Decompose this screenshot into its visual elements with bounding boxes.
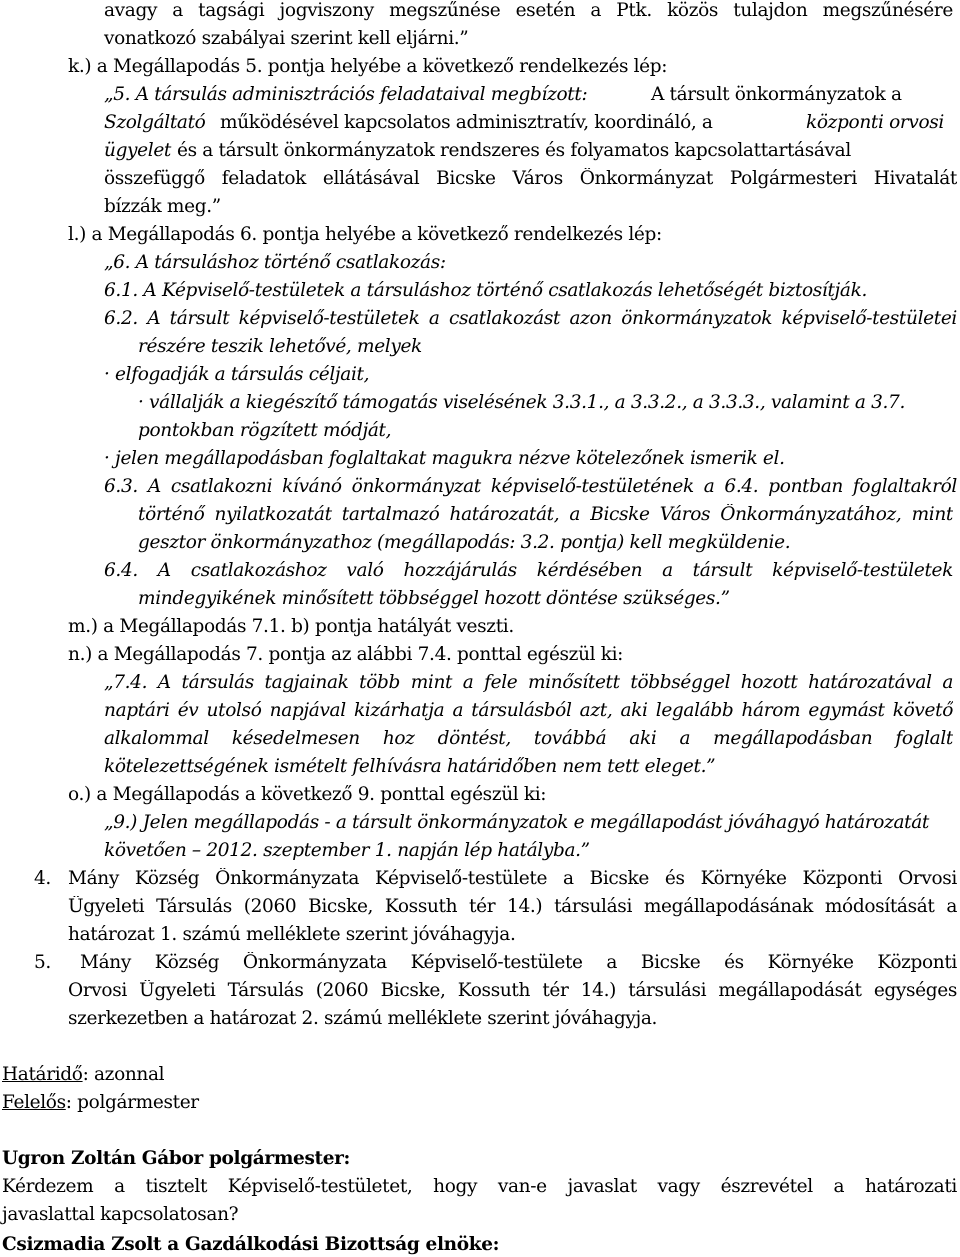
- text-line: történő nyilatkozatát tartalmazó határozatát, a Bicske Város Önkormányzatához, mint: [138, 504, 953, 525]
- text-line: központi orvosi: [806, 112, 944, 133]
- text-line: részére teszik lehetővé, melyek: [138, 336, 422, 357]
- text-line: és a társult önkormányzatok rendszeres és folyamatos kapcsolattartásával: [177, 140, 851, 161]
- text-line: ügyelet: [104, 140, 172, 161]
- text-line: 6.1. A Képviselő-testületek a társuláshoz történő csatlakozás lehetőségét biztosítják.: [104, 280, 867, 301]
- item-l-heading: l.) a Megállapodás 6. pontja helyébe a következő rendelkezés lép:: [68, 224, 662, 245]
- bullet-item: · vállalják a kiegészítő támogatás viselésének 3.3.1., a 3.3.2., a 3.3.3., valamint a 3.7.: [138, 392, 905, 413]
- text-line: javaslattal kapcsolatosan?: [2, 1204, 239, 1225]
- text-line: avagy a tagsági jogviszony megszűnése esetén a Ptk. közös tulajdon megszűnésére: [104, 0, 953, 21]
- text-line: Ügyeleti Társulás (2060 Bicske, Kossuth tér 14.) társulási megállapodásának módosítását a: [68, 896, 957, 917]
- text-line: Mány Község Önkormányzata Képviselő-testülete a Bicske és Környéke Központi: [80, 952, 957, 973]
- text-line: működésével kapcsolatos adminisztratív, koordináló, a: [220, 112, 713, 133]
- item-n-heading: n.) a Megállapodás 7. pontja az alábbi 7.4. ponttal egészül ki:: [68, 644, 624, 665]
- text-line: „5. A társulás adminisztrációs feladataival megbízott:: [104, 84, 588, 105]
- point-number: 5.: [34, 952, 51, 973]
- text-line: kötelezettségének ismételt felhívásra határidőben nem tett eleget.”: [104, 756, 716, 777]
- text-line: követően – 2012. szeptember 1. napján lép hatályba.”: [104, 840, 590, 861]
- text-line: Kérdezem a tisztelt Képviselő-testületet, hogy van-e javaslat vagy észrevétel a határozati: [2, 1176, 957, 1197]
- text-line: 6.3. A csatlakozni kívánó önkormányzat képviselő-testületének a 6.4. pontban foglaltakról: [104, 476, 957, 497]
- speaker-name: Ugron Zoltán Gábor polgármester:: [2, 1148, 351, 1169]
- text-line: A társult önkormányzatok a: [651, 84, 902, 105]
- text-line: „6. A társuláshoz történő csatlakozás:: [104, 252, 446, 273]
- item-k-heading: k.) a Megállapodás 5. pontja helyébe a következő rendelkezés lép:: [68, 56, 668, 77]
- speaker-name: Csizmadia Zsolt a Gazdálkodási Bizottság elnöke:: [2, 1234, 500, 1255]
- text-line: gesztor önkormányzathoz (megállapodás: 3.2. pontja) kell megküldenie.: [138, 532, 791, 553]
- text-line: vonatkozó szabályai szerint kell eljárni.”: [104, 28, 469, 49]
- text-line: szerkezetben a határozat 2. számú melléklete szerint jóváhagyja.: [68, 1008, 658, 1029]
- bullet-item: · elfogadják a társulás céljait,: [104, 364, 370, 385]
- text-line: mindegyikének minősített többséggel hozott döntése szükséges.”: [138, 588, 730, 609]
- text-line: alkalommal késedelmesen hoz döntést, továbbá aki a megállapodásban foglalt: [104, 728, 953, 749]
- text-line: „7.4. A társulás tagjainak több mint a fele minősített többséggel hozott határozatával a: [104, 672, 953, 693]
- text-line: Szolgáltató: [104, 112, 206, 133]
- text-line: összefüggő feladatok ellátásával Bicske Város Önkormányzat Polgármesteri Hivatalát: [104, 168, 957, 189]
- item-m-heading: m.) a Megállapodás 7.1. b) pontja hatályát veszti.: [68, 616, 514, 637]
- text-line: 6.4. A csatlakozáshoz való hozzájárulás kérdésében a társult képviselő-testületek: [104, 560, 953, 581]
- responsible-line: [2, 1092, 199, 1114]
- responsible-label: Felelős: [2, 1092, 66, 1113]
- point-number: 4.: [34, 868, 51, 889]
- text-line: Orvosi Ügyeleti Társulás (2060 Bicske, Kossuth tér 14.) társulási megállapodását egységes: [68, 980, 957, 1001]
- text-line: naptári év utolsó napjával kizárhatja a társulásból azt, aki legalább három egymást követő: [104, 700, 953, 721]
- text-line: határozat 1. számú melléklete szerint jóváhagyja.: [68, 924, 516, 945]
- text-line: bízzák meg.”: [104, 196, 221, 217]
- text-line: „9.) Jelen megállapodás - a társult önkormányzatok e megállapodást jóváhagyó határozatát: [104, 812, 930, 833]
- deadline-label: Határidő: [2, 1064, 83, 1085]
- text-line: Mány Község Önkormányzata Képviselő-testülete a Bicske és Környéke Központi Orvosi: [68, 868, 957, 889]
- text-line: 6.2. A társult képviselő-testületek a csatlakozást azon önkormányzatok képviselő-testületei: [104, 308, 957, 329]
- deadline-line: [2, 1064, 164, 1086]
- bullet-item: · jelen megállapodásban foglaltakat magukra nézve kötelezőnek ismerik el.: [104, 448, 785, 469]
- responsible-value: : polgármester: [65, 1092, 199, 1113]
- deadline-value: : azonnal: [82, 1064, 165, 1085]
- text-line: pontokban rögzített módját,: [138, 420, 392, 441]
- item-o-heading: o.) a Megállapodás a következő 9. ponttal egészül ki:: [68, 784, 547, 805]
